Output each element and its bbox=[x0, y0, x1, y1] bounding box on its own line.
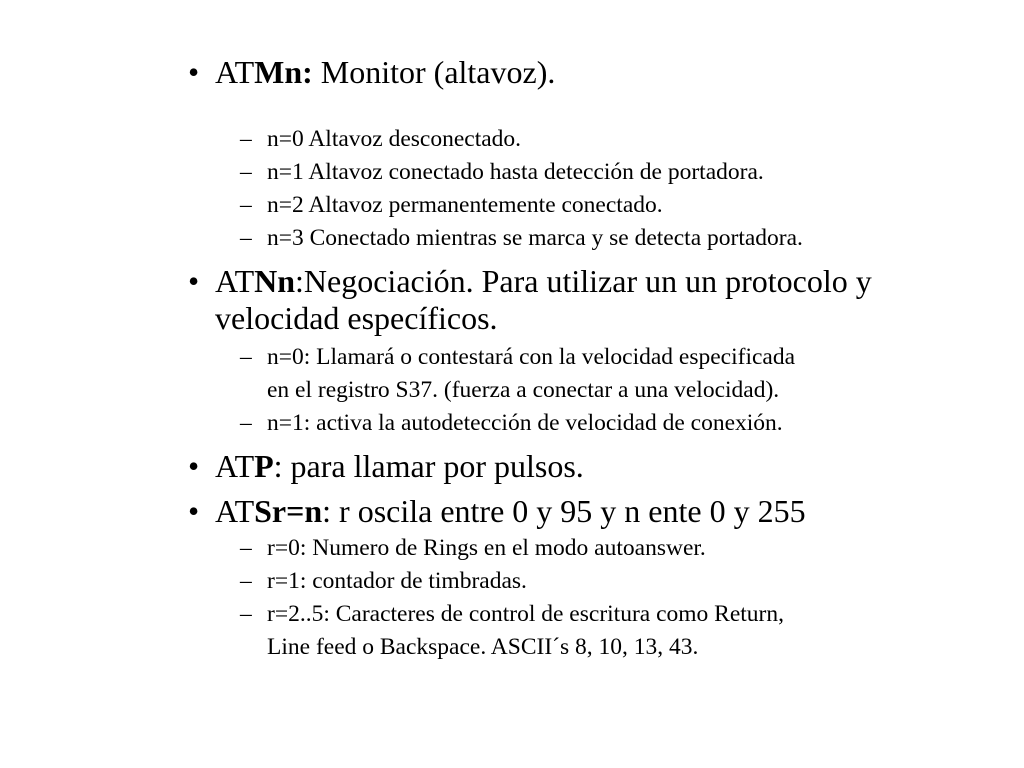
bullet-text-prefix: AT bbox=[215, 263, 255, 299]
sub-bullet bbox=[0, 565, 1024, 598]
dash-marker: – bbox=[240, 344, 252, 370]
dash-marker: – bbox=[240, 159, 252, 185]
sub-bullet bbox=[0, 156, 1024, 189]
bullet-command: Mn: bbox=[254, 54, 313, 90]
sub-bullet-text: n=3 Conectado mientras se marca y se detecta portadora. bbox=[267, 225, 803, 251]
bullet-text-prefix: AT bbox=[215, 448, 255, 484]
bullet-text: : r oscila entre 0 y 95 y n ente 0 y 255 bbox=[322, 493, 806, 529]
bullet-command: Nn bbox=[254, 263, 296, 299]
bullet-atp bbox=[0, 448, 1024, 485]
sub-bullet bbox=[0, 222, 1024, 255]
dash-marker: – bbox=[240, 601, 252, 627]
bullet-marker: • bbox=[188, 263, 200, 299]
sub-bullet bbox=[0, 598, 1024, 664]
bullet-atnn bbox=[0, 263, 1024, 337]
bullet-marker: • bbox=[188, 54, 200, 90]
sub-bullet bbox=[0, 341, 1024, 407]
sub-bullet-text: n=0 Altavoz desconectado. bbox=[267, 126, 522, 152]
dash-marker: – bbox=[240, 410, 252, 436]
bullet-text-prefix: AT bbox=[215, 54, 255, 90]
bullet-marker: • bbox=[188, 493, 200, 529]
bullet-text: : para llamar por pulsos. bbox=[273, 448, 584, 484]
dash-marker: – bbox=[240, 192, 252, 218]
dash-marker: – bbox=[240, 568, 252, 594]
sub-bullet-text-continuation: en el registro S37. (fuerza a conectar a una velocidad). bbox=[267, 377, 780, 403]
sub-bullet bbox=[0, 407, 1024, 440]
dash-marker: – bbox=[240, 535, 252, 561]
bullet-command: Sr=n bbox=[254, 493, 323, 529]
sub-bullet bbox=[0, 189, 1024, 222]
sub-bullet-text: n=2 Altavoz permanentemente conectado. bbox=[267, 192, 663, 218]
sub-bullet bbox=[0, 532, 1024, 565]
bullet-text-prefix: AT bbox=[215, 493, 255, 529]
bullet-atmn bbox=[0, 54, 1024, 91]
sub-bullet-text: r=2..5: Caracteres de control de escritura como Return, bbox=[267, 601, 784, 627]
sub-bullet-text: n=0: Llamará o contestará con la velocidad especificada bbox=[267, 344, 796, 370]
bullet-marker: • bbox=[188, 448, 200, 484]
sub-bullet-text-continuation: Line feed o Backspace. ASCII´s 8, 10, 13, 43. bbox=[267, 634, 699, 660]
sub-bullet-text: n=1: activa la autodetección de velocidad de conexión. bbox=[267, 410, 783, 436]
sub-bullet-text: r=1: contador de timbradas. bbox=[267, 568, 527, 594]
sub-bullet-text: n=1 Altavoz conectado hasta detección de portadora. bbox=[267, 159, 764, 185]
dash-marker: – bbox=[240, 225, 252, 251]
sub-bullet-text: r=0: Numero de Rings en el modo autoanswer. bbox=[267, 535, 706, 561]
bullet-text: Monitor (altavoz). bbox=[312, 54, 556, 90]
dash-marker: – bbox=[240, 126, 252, 152]
sub-bullet bbox=[0, 123, 1024, 156]
bullet-text-continuation: velocidad específicos. bbox=[215, 300, 498, 336]
bullet-command: P bbox=[254, 448, 274, 484]
bullet-atsr bbox=[0, 493, 1024, 530]
bullet-text: :Negociación. Para utilizar un un protocolo y bbox=[295, 263, 872, 299]
